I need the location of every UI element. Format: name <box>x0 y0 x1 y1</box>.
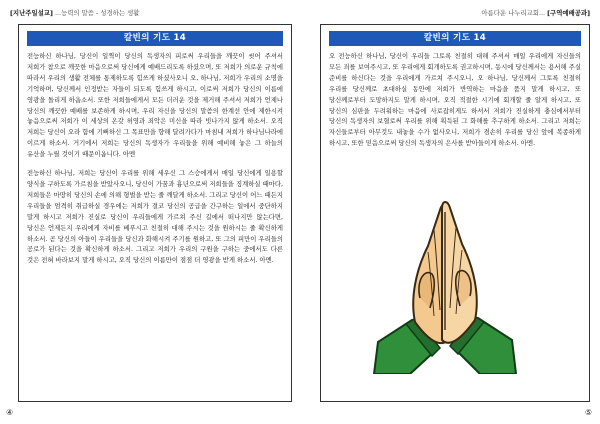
left-paragraph-2: 전능하신 하나님, 저희는 당신이 우리를 위해 세우신 그 스승에게서 매일 당신에게 일용할 양식을 구하도록 가르침을 받았사오니, 당신이 가꿈과 흉년으로써 저희들을 징계하실 때마다, 저희들은 마땅히 당신의 손에 의해 형벌을 받는 줄 깨달게 하소서. 그리고 당신이 어느 때든지 우리들을 엄격히 취급하실 경우에는 저희가 결코 당신의 공급을 간구하는 일에서 중단하지 말게 하시고 저희가 진실로 당신이 우리들에게 가르쳐 주신 길에서 떠나지만 않는다면, 당신은 언제든지 우리에게 자비를 베푸시고 친절히 대해 주시는 것을 원하시는 줄 확신하게 하소서. 곧 당신의 아들이 우리들을 당신과 화해시켜 주기를 원하고, 또 그의 피만이 우리들의 공로가 된다는 것을 확신하게 하소서. 그리고 저희가 우리의 구원을 구하는 중에서도 다른 것은 전혀 바라보지 말게 하시고, 오직 당신의 이름만이 점점 더 영광을 받게 하소서. 아멘. <box>27 170 283 265</box>
right-body <box>329 52 581 150</box>
right-page-number: ⑤ <box>584 408 592 417</box>
left-running-head-tag: [지난주일설교] <box>10 9 53 17</box>
praying-hands-icon <box>370 190 520 374</box>
left-paragraph-1: 전능하신 하나님, 당신이 일찍이 당신의 독생자의 피로써 우리들을 깨끗이 씻어 주셔서 저희가 참으로 깨끗한 마음으로써 당신에게 예배드리도록 하셨으며, 또 저희가 의로운 규칙에 따라서 우리의 생활 전체를 통제하도록 힘쓰게 하셨사오니 오, 하나님, 저희가 우리의 소명을 기억하며, 당신께서 인정받는 자들이 되도록 힘쓰게 하시고, 이로써 저희가 당신의 이름에 영광을 돌리게 하옵소서. 또한 저희들에게서 모든 더러운 것을 제거해 주셔서 저희가 언제나 당신의 깨끗한 예배를 보존하게 하시며, 우리 자신을 당신의 말씀의 한계선 안에 제한시켜 놓음으로써 저희가 이 세상의 온갖 허영과 죄악은 미신을 따라 빗나가지 않게 하소서. 오직 저희는 당신이 오라 함에 기뻐하신 그 목표만을 향해 달려가다가 마침내 저희가 하나님나라에 이르게 하소서. 거기에서 저희는 당신의 독생자가 우리들을 위해 예비해 놓은 그 하늘의 유산을 누릴 것이기 때문이옵니다. 아멘 <box>27 53 283 159</box>
left-body <box>27 52 283 267</box>
right-title-bar: 칼빈의 기도 14 <box>329 31 581 46</box>
right-paragraph-1: 오 전능하신 하나님, 당신이 우리들 그토록 친절히 대해 주셔서 매일 우리에게 자신들의 모든 죄를 보여주시고, 또 우리에게 회개하도록 권고하시며, 동시에 당신께서는 용서해 주실 준비를 하신다는 것을 우리에게 가르쳐 주시오니, 오 하나님, 당신께서 그토록 친절히 우리를 당신께로 초대하실 동안에 저희가 반역하는 마음을 품지 말게 하시고, 또 당신께로부터 도망하지도 말게 하시며, 오직 적절한 시기에 회개할 줄 알게 하시고, 또 당신의 심판을 두려워하는 마음에 사로잡히게도 하셔서 저희가 진실하게 충심에서부터 당신의 독생자의 보혈로써 우리를 위해 획득된 그 화해를 추구하게 하소서. 그리고 저희는 자신들로부터 아무것도 내놓을 수가 없사오니, 저희가 겸손히 우리를 당신 앞에 복종하게 하시고, 또한 믿음으로써 당신의 독생자의 은사를 받아들이게 하소서. 아멘. <box>329 53 581 148</box>
left-title-bar: 칼빈의 기도 14 <box>27 31 283 46</box>
left-running-head-subtitle: ...능력의 말씀 - 성경하는 생활 <box>54 9 140 17</box>
left-running-head <box>10 6 139 20</box>
right-running-head-subtitle: 아름다운 나누리교회... <box>481 9 546 17</box>
left-content-frame <box>18 24 292 402</box>
left-page-number: ④ <box>6 408 14 417</box>
right-page <box>300 0 600 424</box>
right-running-head-tag: [구역예배공과] <box>547 9 590 17</box>
right-running-head <box>481 6 590 20</box>
